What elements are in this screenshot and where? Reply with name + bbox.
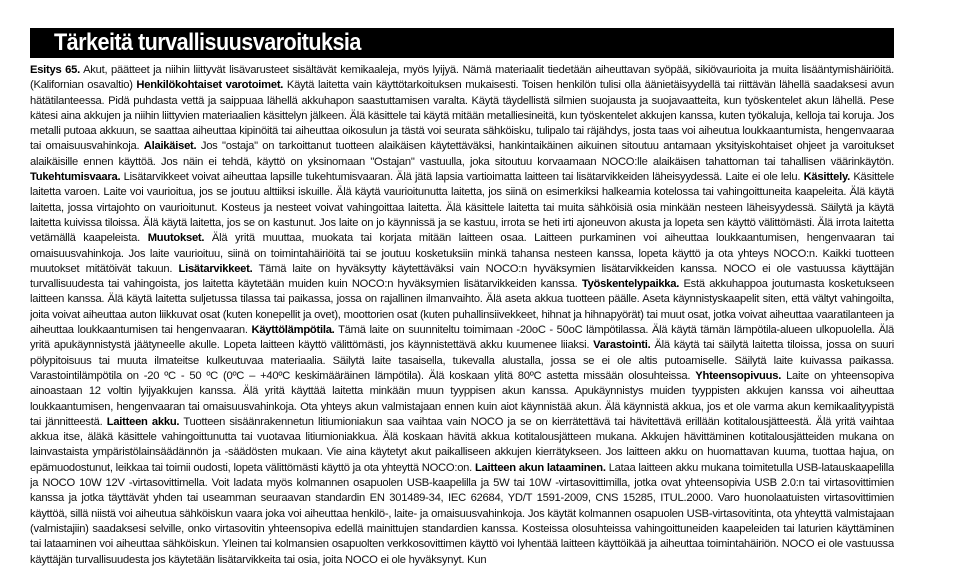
section-heading: Esitys 65. (30, 64, 80, 76)
section-text: Käytä laitetta vain käyttötarkoituksen mukaisesti. Toisen henkilön tulisi olla äänietäisyydellä tai riittävän lähellä saadaksesi avun hätätilanteessa. Pidä puhdasta vettä ja saippuaa lähellä akkuhapon saastuttamisen varalta. Käytä täydellistä silmien suojausta ja suojavaatteita, kun työskentelet akun lähellä. Pese kätesi aina akkujen ja niihin liittyvien materiaalien käsittelyn jälkeen. Älä käsittele tai käytä mitään metalliesineitä, kun työskentelet akkujen kanssa, kuten työkaluja, kelloja tai koruja. Jos metalli putoaa akkuun, se saattaa aiheuttaa kipinöitä tai aiheuttaa oikosulun ja tästä voi seurata sähköisku, tulipalo tai räjähdys, josta taas voi aiheutua loukkaantumista, hengenvaaraa tai omaisuusvahinkoja. (30, 79, 894, 153)
section-heading: Laitteen akku. (106, 415, 180, 428)
section-text: Tämä laite on hyväksytty käytettäväksi vain NOCO:n hyväksymien lisätarvikkeiden kanssa. NOCO ei ole vastuussa käyttäjän turvallisuudesta tai vahingoista, jos laitetta käytetään muiden kuin NOCO:n hyväksymien lisätarvikkeiden kanssa. (30, 262, 894, 291)
section-heading: Laitteen akun lataaminen. (474, 461, 606, 474)
section-heading: Tukehtumisvaara. (30, 171, 121, 184)
section-text: Älä käytä tai säilytä laitetta tiloissa, jossa on suuri pölypitoisuus tai muuta ilmateitse kulkeutuvaa materiaalia. Säilytä laite tasaisella, tukevalla alustalla, jossa se ei ole altis putoamiselle. Säilytä laite kuivassa paikassa. Varastointilämpötila on -20 ºC - 50 ºC (0ºC – +40ºC keskimääräinen lämpötila). Älä koskaan ylitä 80ºC astetta missään olosuhteissa. (30, 339, 894, 382)
safety-warnings-body (30, 63, 894, 568)
section-heading: Työskentelypaikka. (581, 278, 680, 291)
section-heading: Muutokset. (147, 232, 205, 245)
section-text: Estä akkuhappoa joutumasta kosketukseen laitteen kanssa. Älä käytä laitetta suljetussa tilassa tai paikassa, jossa on rajallinen ilmanvaihto. Älä aseta akkua tuotteen päälle. Aseta käynnistyskaapelit siten, että vältyt vahingoilta, joita voivat aiheuttaa auton liikkuvat osat (kuten konepellit ja ovet), moottorien osat (kuten puhallinsiivekkeet, hihnat ja hihnapyörät) tai muut osat, jotka voivat aiheuttaa vaaratilanteen ja aiheuttaa loukkaantumisen tai hengenvaaran. (30, 278, 894, 337)
section-text: Käsittele laitetta varoen. Laite voi vaurioitua, jos se joutuu alttiiksi iskuille. Älä käytä vaurioitunutta laitetta, jos siinä on esimerkiksi halkeamia kotelossa tai vahingoittuneita kaapeleita. Älä käytä laitetta, jossa virtajohto on vaurioitunut. Kosteus ja nesteet voivat vahingoittaa laitetta. Älä käsittele laitetta tai muita sähköisiä osia minkään nesteen läheisyydessä. Säilytä ja käytä laitetta kuivissa tiloissa. Älä käytä laitetta, jos se on kastunut. Jos laite on jo käynnissä ja se kastuu, irrota se heti irti ajoneuvon akusta ja lopeta sen käyttö välittömästi. Älä irrota laitetta vetämällä kaapeleista. (30, 171, 894, 245)
section-title-bar (30, 28, 894, 58)
section-text: Jos "ostaja" on tarkoittanut tuotteen alaikäisen käytettäväksi, hankintaikäinen aikuinen sitoutuu antamaan yksityiskohtaiset ohjeet ja varoitukset alaikäisille ennen käyttöä. Jos näin ei tehdä, käyttö on yksinomaan "Ostajan" vastuulla, joka sitoutuu korvaamaan NOCO:lle alaikäisen tahattoman tai tahallisen väärinkäytön. (30, 140, 894, 168)
section-heading: Henkilökohtaiset varotoimet. (136, 79, 284, 92)
section-heading: Käsittely. (803, 171, 850, 184)
section-text: Lisätarvikkeet voivat aiheuttaa lapsille tukehtumisvaaran. Älä jätä lapsia vartioimatta laitteen tai lisätarvikkeiden läheisyydessä. Laite ei ole lelu. (120, 171, 804, 184)
section-heading: Yhteensopivuus. (695, 369, 782, 382)
section-text: Akut, päätteet ja niihin liittyvät lisävarusteet sisältävät kemikaaleja, myös lyijyä. Nämä materiaalit tiedetään aiheuttavan syöpää, sikiövaurioita ja muita lisääntymishäiriöitä. (Kalifornian osavaltio) (30, 64, 894, 92)
section-heading: Käyttölämpötila. (251, 324, 335, 337)
section-text: Älä yritä muuttaa, muokata tai korjata mitään laitteen osaa. Laitteen purkaminen voi aiheuttaa loukkaantumisen, hengenvaaran tai omaisuusvahinkoja. Jos laite vaurioituu, siinä on toimintahäiriöitä tai se joutuu kosketuksiin minkä tahansa nesteen kanssa, lopeta käyttö ja ota yhteys NOCO:n. Kaikki tuotteen muutokset mitätöivät takuun. (30, 232, 894, 275)
section-text: Tämä laite on suunniteltu toimimaan -20oC - 50oC lämpötilassa. Älä käytä tämän lämpötila-alueen ulkopuolella. Älä yritä apukäynnistystä jäätyneelle akulle. Lopeta laitteen käyttö välittömästi, jos käynnistettävä akku kuumenee liiaksi. (30, 324, 894, 352)
section-heading: Alaikäiset. (143, 140, 197, 153)
section-text: Tuotteen sisäänrakennetun litiumioniakun saa vaihtaa vain NOCO ja se on kierrätettävä tai hävitettävä erillään kotitalousjätteestä. Älä yritä vaihtaa akkua itse, äläkä käsittele vahingoittunutta tai vuotavaa litiumioniakkua. Älä koskaan hävitä akkua kotitalousjätteen mukana. Akkujen hävittäminen kotitalousjätteiden mukana on lainvastaista ympäristölainsäädännön ja -säädösten mukaan. Vie aina käytetyt akut paikalliseen akkujen kierrätykseen. Jos laitteen akku on huomattavan kuuma, tuottaa hajua, on epämuodostunut, leikkaa tai toimii oudosti, lopeta välittömästi käyttö ja ota yhteyttä NOCO:on. (30, 415, 894, 474)
section-heading: Lisätarvikkeet. (178, 262, 253, 275)
section-heading: Varastointi. (593, 339, 651, 352)
section-title: Tärkeitä turvallisuusvaroituksia (54, 29, 361, 56)
section-text: Lataa laitteen akku mukana toimitetulla USB-latauskaapelilla ja NOCO 10W 12V -virtasovittimella. Voit ladata myös kolmannen osapuolen USB-kaapelilla ja 5W tai 10W -virtasovittimilla, jotka ovat yhteensopivia USB 2.0:n tai virtasovittimien kanssa ja jotka täyttävät yhden tai useamman seuraavan standardin EN 301489-34, IEC 62684, YD/T 1591-2009, CNS 15285, ITUL.2000. Varo huonolaatuisten virtasovittimien käyttöä, sillä niistä voi aiheutua sähköiskun vaara joka voi aiheuttaa henkilö-, laite- ja omaisuusvahinkoja. Jos käytät kolmannen osapuolen USB-virtasovitinta, ota yhteyttä valmistajaan (valmistajiin) saadaksesi selville, onko virtasovitin yhteensopiva edellä mainittujen standardien kanssa. Kosteissa olosuhteissa vahingoittuneiden kaapeleiden tai laturien käyttäminen tai lataaminen voi aiheuttaa sähköiskun. Yleinen tai kolmansien osapuolten verkkosovittimen käyttö voi lyhentää laitteen käyttöikää ja aiheuttaa toimintahäiriön. NOCO ei ole vastuussa käyttäjän turvallisuudesta jos käytetään lisätarvikkeita tai osia, joita NOCO ei ole hyväksynyt. Kun (30, 461, 894, 566)
section-text: Laite on yhteensopiva ainoastaan 12 voltin lyijyakkujen kanssa. Älä yritä käyttää laitetta minkään muun tyyppisen akun kanssa. Apukäynnistys muiden tyyppisten akkujen kanssa voi aiheuttaa loukkaantumisen, hengenvaaran tai omaisuusvahinkoja. Ota yhteys akun valmistajaan ennen kuin aiot käynnistää akun. Älä käynnistä akkua, jos et ole varma akun kemikaalityypistä tai jännitteestä. (30, 369, 894, 428)
